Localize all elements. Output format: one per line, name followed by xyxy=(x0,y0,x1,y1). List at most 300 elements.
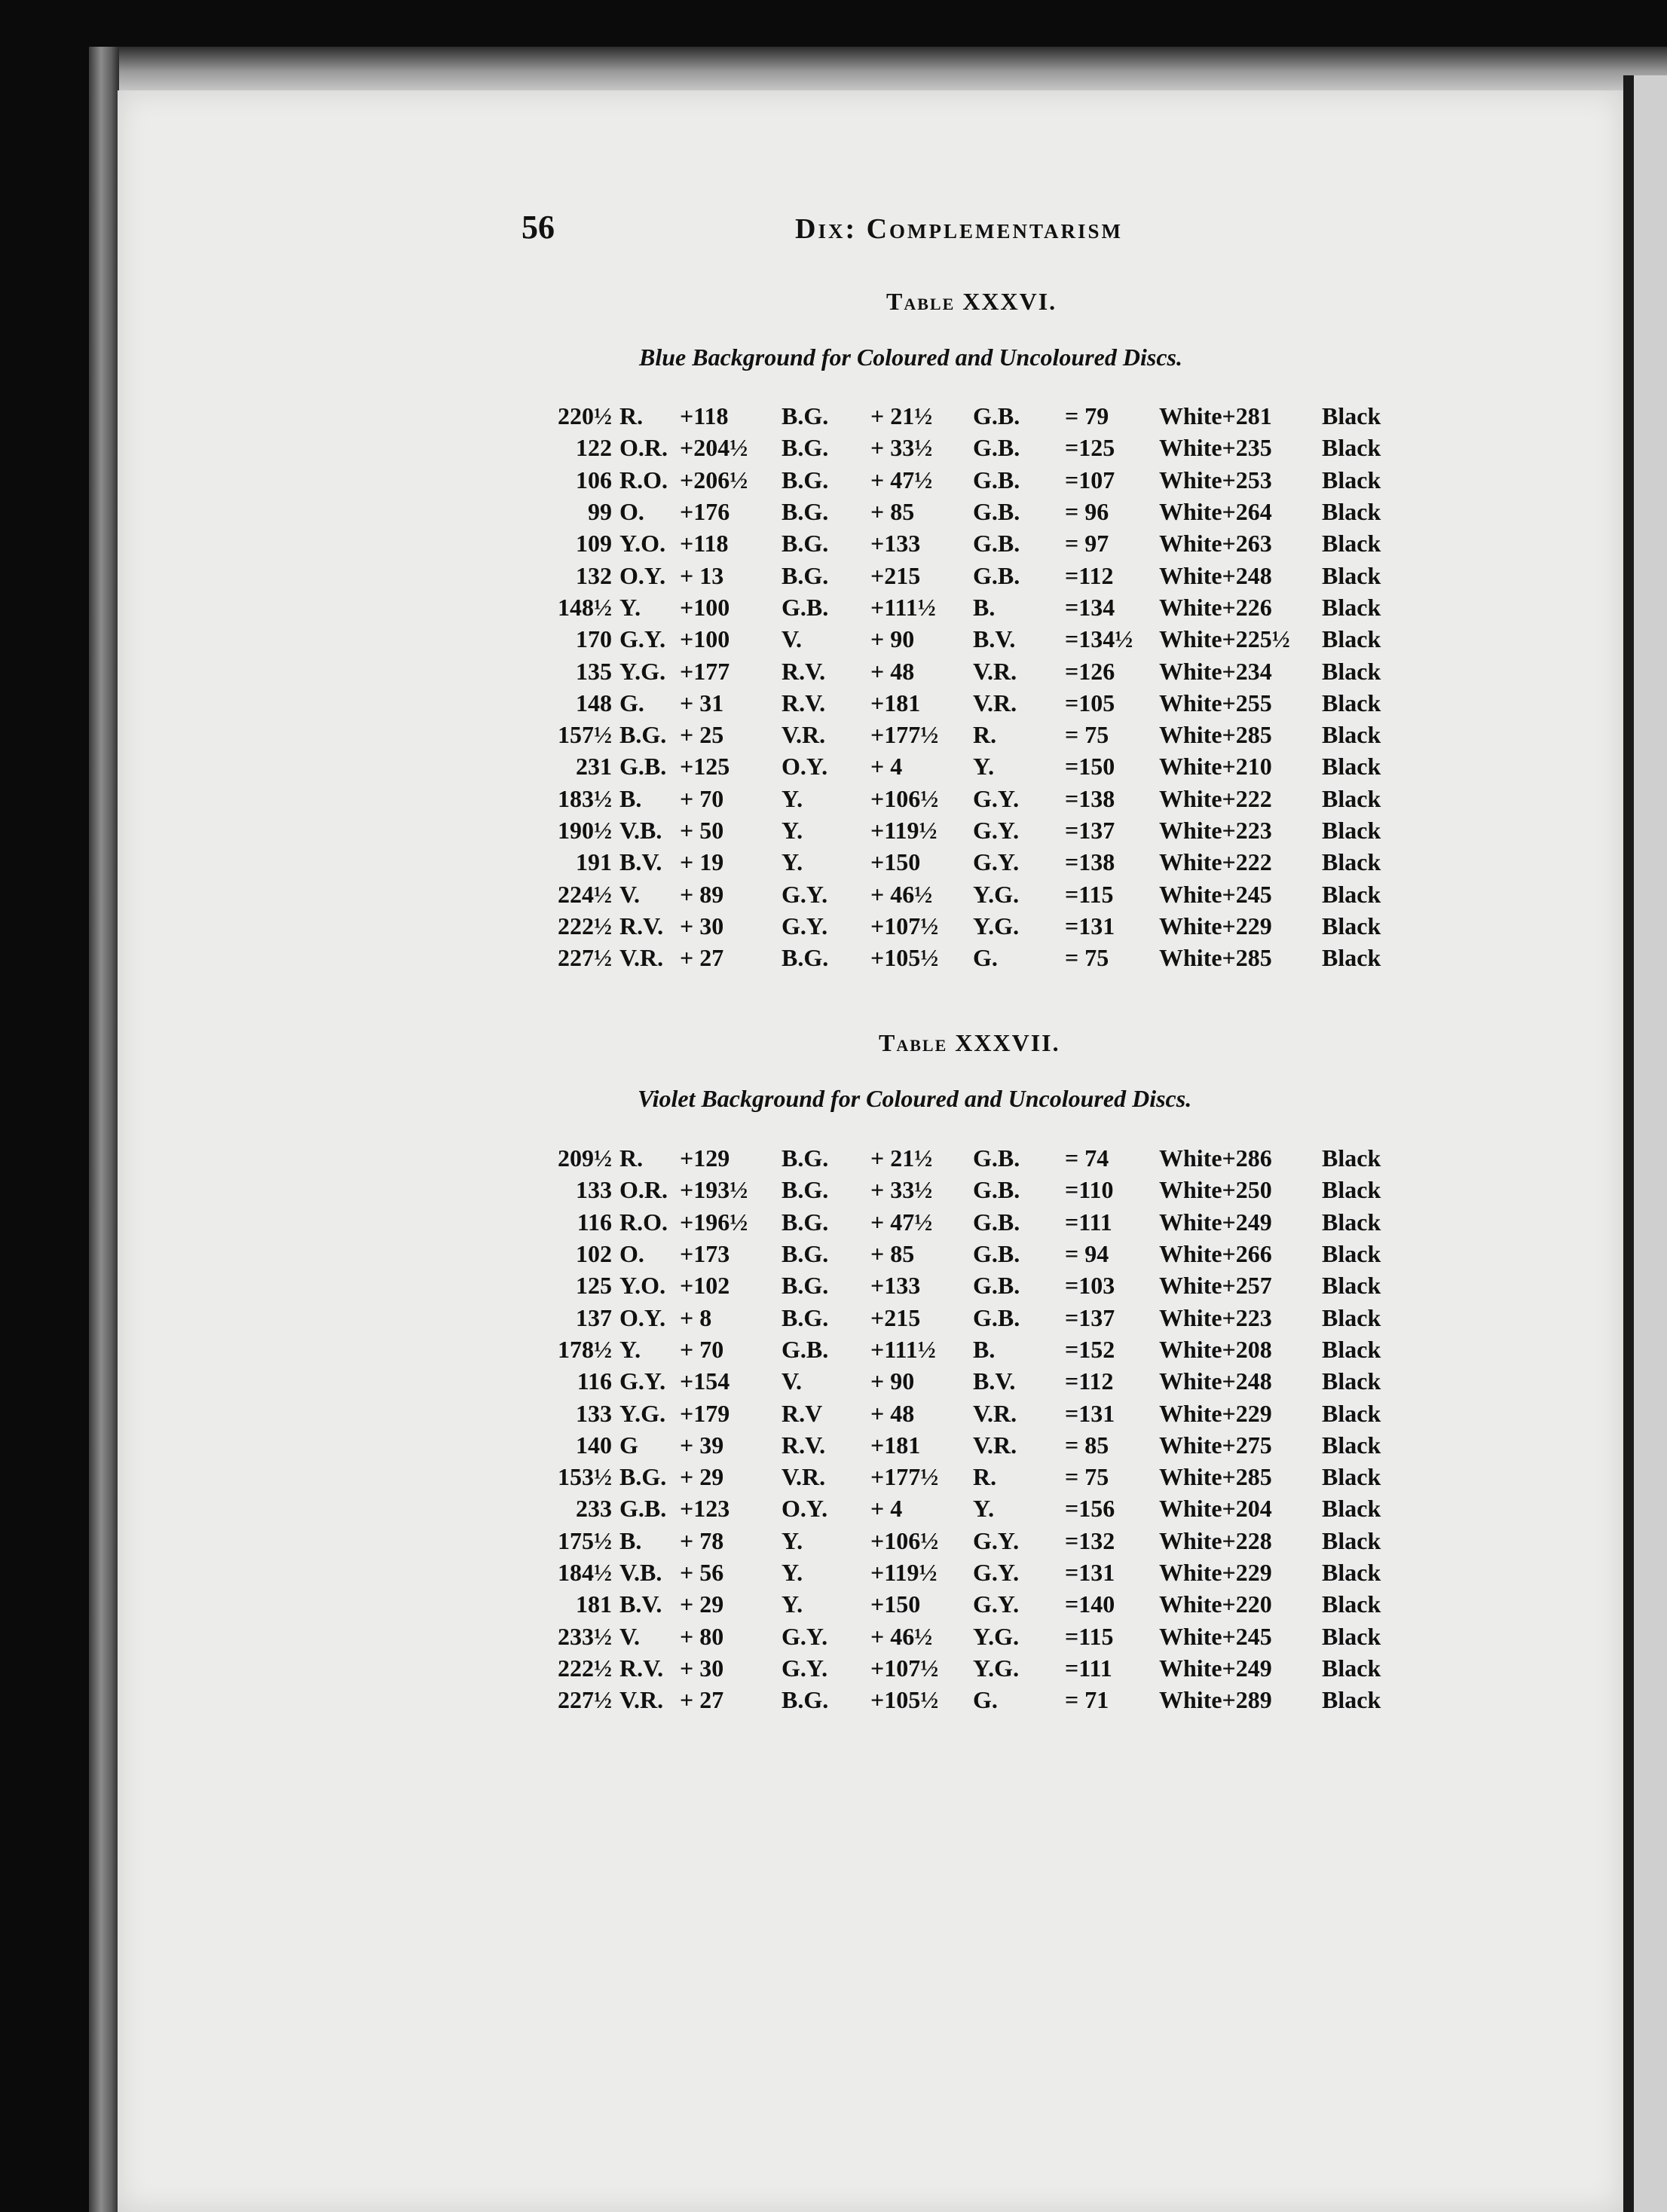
table-cell: +111½ xyxy=(870,593,936,621)
table-row xyxy=(558,1557,1390,1588)
table-cell: +177½ xyxy=(870,721,939,749)
table-cell: = 94 xyxy=(1065,1240,1109,1268)
table-cell: =107 xyxy=(1065,466,1115,493)
table-cell: White+225½ xyxy=(1159,625,1290,653)
table-cell: White+281 xyxy=(1159,402,1272,430)
table-cell: O.Y. xyxy=(782,1495,828,1523)
table-cell: = 85 xyxy=(1065,1431,1109,1459)
table-cell: + 89 xyxy=(680,880,724,908)
table-row xyxy=(558,783,1390,814)
table-cell: Black xyxy=(1322,848,1381,876)
table-cell: Black xyxy=(1322,1208,1381,1236)
table-cell: =156 xyxy=(1065,1495,1115,1523)
table-cell: B.G. xyxy=(782,561,829,589)
table-cell: White+266 xyxy=(1159,1240,1272,1268)
table-cell: R.V. xyxy=(619,912,664,939)
table-cell: = 96 xyxy=(1065,498,1109,526)
table-cell: + 48 xyxy=(870,1399,915,1427)
table-cell: Black xyxy=(1322,625,1381,653)
table-cell: = 97 xyxy=(1065,530,1109,558)
table-cell: B.G. xyxy=(619,721,667,749)
table-row xyxy=(558,1269,1390,1301)
table-cell: Y.O. xyxy=(619,530,666,558)
table-cell: B.G. xyxy=(782,1208,829,1236)
table-cell: V.B. xyxy=(619,1559,662,1586)
table-cell: O.R. xyxy=(619,1176,668,1204)
table-cell: + 50 xyxy=(680,817,724,844)
table-cell: Y. xyxy=(973,753,995,781)
table-cell: White+285 xyxy=(1159,721,1272,749)
table-cell: + 27 xyxy=(680,944,724,972)
table-cell: G.Y. xyxy=(973,1526,1020,1554)
table-cell: +119½ xyxy=(870,817,937,844)
table-cell: White+255 xyxy=(1159,689,1272,716)
table-cell: G. xyxy=(973,944,998,972)
table-cell: 122 xyxy=(576,434,612,462)
table-cell: White+222 xyxy=(1159,784,1272,812)
table-cell: + 33½ xyxy=(870,1176,933,1204)
table-cell: = 75 xyxy=(1065,944,1109,972)
table-row xyxy=(558,750,1390,782)
table-cell: 183½ xyxy=(558,784,612,812)
table-cell: White+264 xyxy=(1159,498,1272,526)
table-row xyxy=(558,623,1390,655)
table-cell: G.B. xyxy=(973,1240,1020,1268)
table-cell: +118 xyxy=(680,530,729,558)
table-row xyxy=(558,1174,1390,1205)
table-row xyxy=(558,1238,1390,1269)
table-cell: Black xyxy=(1322,912,1381,939)
table-row xyxy=(558,878,1390,909)
table-cell: =105 xyxy=(1065,689,1115,716)
table-cell: Y. xyxy=(782,817,803,844)
table-caption: Blue Background for Coloured and Uncoloured Discs. xyxy=(639,344,1182,371)
table-cell: +102 xyxy=(680,1272,730,1300)
table-cell: +176 xyxy=(680,498,730,526)
table-cell: 133 xyxy=(576,1399,612,1427)
table-cell: Y. xyxy=(782,848,803,876)
table-row xyxy=(558,1492,1390,1524)
table-cell: 209½ xyxy=(558,1144,612,1172)
table-cell: B.G. xyxy=(619,1463,667,1491)
table-row xyxy=(558,1334,1390,1365)
table-cell: B.G. xyxy=(782,466,829,493)
table-cell: G. xyxy=(619,689,644,716)
table-cell: =132 xyxy=(1065,1526,1115,1554)
table-cell: 132 xyxy=(576,561,612,589)
table-cell: Black xyxy=(1322,530,1381,558)
table-cell: =131 xyxy=(1065,1559,1115,1586)
table-cell: G.B. xyxy=(973,498,1020,526)
table-cell: Black xyxy=(1322,1399,1381,1427)
table-cell: G.Y. xyxy=(619,1367,666,1395)
table-cell: White+229 xyxy=(1159,912,1272,939)
table-row xyxy=(558,814,1390,846)
table-cell: + 78 xyxy=(680,1526,724,1554)
table-cell: 102 xyxy=(576,1240,612,1268)
table-cell: White+250 xyxy=(1159,1176,1272,1204)
table-cell: Black xyxy=(1322,1303,1381,1331)
table-title: Table XXXVI. xyxy=(886,288,1057,315)
table-cell: +123 xyxy=(680,1495,730,1523)
table-cell: O. xyxy=(619,1240,644,1268)
table-cell: +119½ xyxy=(870,1559,937,1586)
table-cell: R. xyxy=(619,1144,644,1172)
table-cell: +107½ xyxy=(870,912,939,939)
table-cell: B.G. xyxy=(782,498,829,526)
table-cell: + 46½ xyxy=(870,880,933,908)
table-cell: + 4 xyxy=(870,753,903,781)
table-cell: +179 xyxy=(680,1399,730,1427)
table-cell: G.B. xyxy=(619,1495,667,1523)
table-cell: 148½ xyxy=(558,593,612,621)
table-cell: +111½ xyxy=(870,1335,936,1363)
table-cell: Black xyxy=(1322,753,1381,781)
table-cell: 227½ xyxy=(558,944,612,972)
table-cell: +150 xyxy=(870,848,921,876)
table-cell: B.G. xyxy=(782,1686,829,1714)
table-cell: Black xyxy=(1322,880,1381,908)
table-cell: =137 xyxy=(1065,817,1115,844)
table-cell: =110 xyxy=(1065,1176,1114,1204)
table-cell: 109 xyxy=(576,530,612,558)
table-cell: V.R. xyxy=(973,689,1017,716)
table-cell: 222½ xyxy=(558,1654,612,1682)
table-cell: G.B. xyxy=(973,466,1020,493)
table-cell: G.Y. xyxy=(973,848,1020,876)
table-cell: White+229 xyxy=(1159,1399,1272,1427)
table-cell: V.R. xyxy=(782,721,826,749)
table-cell: G.Y. xyxy=(973,817,1020,844)
table-cell: =137 xyxy=(1065,1303,1115,1331)
table-cell: +181 xyxy=(870,689,921,716)
table-cell: 170 xyxy=(576,625,612,653)
table-cell: G xyxy=(619,1431,638,1459)
table-cell: = 71 xyxy=(1065,1686,1109,1714)
table-cell: + 47½ xyxy=(870,1208,933,1236)
table-caption: Violet Background for Coloured and Uncoloured Discs. xyxy=(638,1085,1192,1112)
table-cell: Black xyxy=(1322,721,1381,749)
table-cell: B.V. xyxy=(973,1367,1016,1395)
table-cell: R.O. xyxy=(619,1208,668,1236)
table-cell: G.Y. xyxy=(973,1559,1020,1586)
table-cell: Black xyxy=(1322,1144,1381,1172)
book-binding-spine xyxy=(89,47,119,2212)
table-cell: White+286 xyxy=(1159,1144,1272,1172)
table-cell: B.V. xyxy=(619,1590,662,1618)
table-cell: B.G. xyxy=(782,944,829,972)
table-cell: Black xyxy=(1322,593,1381,621)
table-cell: 125 xyxy=(576,1272,612,1300)
table-row xyxy=(558,942,1390,973)
table-cell: Black xyxy=(1322,657,1381,685)
table-cell: =138 xyxy=(1065,784,1115,812)
table-row xyxy=(558,1525,1390,1557)
table-cell: 106 xyxy=(576,466,612,493)
table-cell: G.B. xyxy=(973,434,1020,462)
table-cell: 116 xyxy=(577,1367,612,1395)
table-cell: =126 xyxy=(1065,657,1115,685)
table-cell: V.R. xyxy=(619,1686,664,1714)
table-cell: R. xyxy=(619,402,644,430)
table-cell: White+223 xyxy=(1159,817,1272,844)
table-cell: 233 xyxy=(576,1495,612,1523)
table-cell: =134 xyxy=(1065,593,1115,621)
table-cell: B.V. xyxy=(973,625,1016,653)
table-cell: O.Y. xyxy=(619,1303,666,1331)
table-cell: Y. xyxy=(973,1495,995,1523)
table-cell: White+257 xyxy=(1159,1272,1272,1300)
table-cell: + 30 xyxy=(680,912,724,939)
table-cell: White+253 xyxy=(1159,466,1272,493)
table-cell: R.V. xyxy=(619,1654,664,1682)
table-title: Table XXXVII. xyxy=(879,1029,1060,1056)
table-cell: + 56 xyxy=(680,1559,724,1586)
table-row xyxy=(558,655,1390,686)
table-cell: + 21½ xyxy=(870,402,933,430)
table-cell: 175½ xyxy=(558,1526,612,1554)
table-cell: B.G. xyxy=(782,434,829,462)
table-cell: + 90 xyxy=(870,1367,915,1395)
table-cell: = 75 xyxy=(1065,721,1109,749)
table-cell: B. xyxy=(973,1335,996,1363)
data-table xyxy=(558,400,1390,973)
table-cell: +107½ xyxy=(870,1654,939,1682)
table-cell: G.Y. xyxy=(619,625,666,653)
table-cell: =125 xyxy=(1065,434,1115,462)
table-row xyxy=(558,910,1390,942)
table-cell: =111 xyxy=(1065,1654,1112,1682)
table-cell: V.R. xyxy=(782,1463,826,1491)
table-cell: G.B. xyxy=(973,1144,1020,1172)
table-cell: Black xyxy=(1322,1463,1381,1491)
table-cell: G.B. xyxy=(973,561,1020,589)
table-cell: White+222 xyxy=(1159,848,1272,876)
table-row xyxy=(558,1684,1390,1716)
table-cell: +100 xyxy=(680,625,730,653)
table-row xyxy=(558,687,1390,719)
table-cell: V. xyxy=(619,1622,640,1650)
table-cell: O.Y. xyxy=(782,753,828,781)
table-cell: 222½ xyxy=(558,912,612,939)
table-cell: 116 xyxy=(577,1208,612,1236)
table-cell: 140 xyxy=(576,1431,612,1459)
table-cell: Black xyxy=(1322,1654,1381,1682)
table-cell: G.Y. xyxy=(782,880,828,908)
table-cell: V.R. xyxy=(973,1399,1017,1427)
table-cell: White+235 xyxy=(1159,434,1272,462)
table-cell: R.V. xyxy=(782,1431,826,1459)
table-cell: Black xyxy=(1322,1240,1381,1268)
table-cell: + 46½ xyxy=(870,1622,933,1650)
table-row xyxy=(558,1301,1390,1333)
table-cell: White+234 xyxy=(1159,657,1272,685)
table-cell: + 25 xyxy=(680,721,724,749)
table-cell: =103 xyxy=(1065,1272,1115,1300)
table-cell: B.G. xyxy=(782,402,829,430)
table-cell: =112 xyxy=(1065,1367,1114,1395)
table-row xyxy=(558,1461,1390,1492)
table-cell: =152 xyxy=(1065,1335,1115,1363)
table-cell: +106½ xyxy=(870,1526,939,1554)
table-cell: +105½ xyxy=(870,1686,939,1714)
table-cell: + 80 xyxy=(680,1622,724,1650)
table-cell: + 48 xyxy=(870,657,915,685)
table-cell: Black xyxy=(1322,1431,1381,1459)
table-cell: White+210 xyxy=(1159,753,1272,781)
table-cell: White+289 xyxy=(1159,1686,1272,1714)
table-cell: Y.G. xyxy=(973,912,1020,939)
table-cell: G.Y. xyxy=(973,784,1020,812)
table-cell: 190½ xyxy=(558,817,612,844)
table-cell: Black xyxy=(1322,434,1381,462)
table-cell: +204½ xyxy=(680,434,748,462)
table-cell: 220½ xyxy=(558,402,612,430)
table-row xyxy=(558,527,1390,559)
table-cell: Y. xyxy=(619,593,641,621)
table-cell: +193½ xyxy=(680,1176,748,1204)
table-cell: Y. xyxy=(782,1590,803,1618)
table-cell: = 75 xyxy=(1065,1463,1109,1491)
table-cell: Y.G. xyxy=(619,657,666,685)
table-cell: B. xyxy=(973,593,996,621)
table-cell: Black xyxy=(1322,498,1381,526)
table-cell: +100 xyxy=(680,593,730,621)
table-cell: White+208 xyxy=(1159,1335,1272,1363)
table-cell: +150 xyxy=(870,1590,921,1618)
table-cell: +133 xyxy=(870,1272,921,1300)
table-cell: +133 xyxy=(870,530,921,558)
table-cell: O. xyxy=(619,498,644,526)
table-cell: +129 xyxy=(680,1144,730,1172)
table-cell: Black xyxy=(1322,784,1381,812)
table-cell: Black xyxy=(1322,1559,1381,1586)
table-cell: +206½ xyxy=(680,466,748,493)
table-cell: V. xyxy=(782,1367,802,1395)
table-cell: Y.O. xyxy=(619,1272,666,1300)
table-cell: G.B. xyxy=(973,402,1020,430)
table-cell: + 29 xyxy=(680,1590,724,1618)
table-cell: B.G. xyxy=(782,530,829,558)
table-cell: =140 xyxy=(1065,1590,1115,1618)
table-cell: G.Y. xyxy=(973,1590,1020,1618)
table-cell: V.R. xyxy=(619,944,664,972)
table-cell: Black xyxy=(1322,944,1381,972)
table-cell: + 47½ xyxy=(870,466,933,493)
table-cell: =115 xyxy=(1065,1622,1114,1650)
table-cell: Black xyxy=(1322,466,1381,493)
table-cell: V.R. xyxy=(973,1431,1017,1459)
table-cell: 137 xyxy=(576,1303,612,1331)
table-cell: =115 xyxy=(1065,880,1114,908)
table-cell: + 21½ xyxy=(870,1144,933,1172)
facing-page-edge xyxy=(1634,75,1667,2212)
table-cell: B.G. xyxy=(782,1303,829,1331)
table-cell: Y.G. xyxy=(973,1622,1020,1650)
table-cell: White+263 xyxy=(1159,530,1272,558)
table-cell: Black xyxy=(1322,1335,1381,1363)
table-cell: B. xyxy=(619,1526,642,1554)
table-cell: White+248 xyxy=(1159,561,1272,589)
table-cell: Black xyxy=(1322,817,1381,844)
table-cell: G.Y. xyxy=(782,1622,828,1650)
table-cell: + 85 xyxy=(870,1240,915,1268)
table-cell: + 29 xyxy=(680,1463,724,1491)
table-cell: +177½ xyxy=(870,1463,939,1491)
table-cell: White+245 xyxy=(1159,1622,1272,1650)
table-cell: R. xyxy=(973,1463,997,1491)
table-cell: Black xyxy=(1322,1590,1381,1618)
table-cell: +173 xyxy=(680,1240,730,1268)
table-cell: +125 xyxy=(680,753,730,781)
table-row xyxy=(558,1397,1390,1428)
table-cell: White+249 xyxy=(1159,1654,1272,1682)
table-cell: Black xyxy=(1322,1495,1381,1523)
table-cell: + 8 xyxy=(680,1303,712,1331)
table-row xyxy=(558,1620,1390,1651)
table-row xyxy=(558,1652,1390,1684)
table-cell: O.Y. xyxy=(619,561,666,589)
table-row xyxy=(558,559,1390,591)
table-cell: = 79 xyxy=(1065,402,1109,430)
table-cell: White+249 xyxy=(1159,1208,1272,1236)
table-cell: White+204 xyxy=(1159,1495,1272,1523)
table-cell: White+228 xyxy=(1159,1526,1272,1554)
table-cell: Black xyxy=(1322,1622,1381,1650)
table-row xyxy=(558,496,1390,527)
table-cell: 233½ xyxy=(558,1622,612,1650)
table-cell: Black xyxy=(1322,1686,1381,1714)
table-cell: + 31 xyxy=(680,689,724,716)
table-cell: 157½ xyxy=(558,721,612,749)
table-cell: Y.G. xyxy=(973,880,1020,908)
table-cell: 184½ xyxy=(558,1559,612,1586)
table-cell: G.B. xyxy=(619,753,667,781)
table-cell: 99 xyxy=(588,498,612,526)
table-cell: 181 xyxy=(576,1590,612,1618)
table-cell: =150 xyxy=(1065,753,1115,781)
table-row xyxy=(558,846,1390,878)
table-cell: White+226 xyxy=(1159,593,1272,621)
table-row xyxy=(558,1429,1390,1461)
table-cell: +177 xyxy=(680,657,730,685)
table-cell: + 27 xyxy=(680,1686,724,1714)
table-cell: B.V. xyxy=(619,848,662,876)
page-edge-shadow xyxy=(1623,75,1634,2212)
page-header xyxy=(522,208,1177,253)
table-cell: 135 xyxy=(576,657,612,685)
table-cell: G.B. xyxy=(973,530,1020,558)
table-cell: +106½ xyxy=(870,784,939,812)
table-cell: Y.G. xyxy=(619,1399,666,1427)
table-cell: G.B. xyxy=(973,1303,1020,1331)
table-cell: + 33½ xyxy=(870,434,933,462)
table-cell: =111 xyxy=(1065,1208,1112,1236)
table-cell: 191 xyxy=(576,848,612,876)
running-head: Dix: Complementarism xyxy=(795,213,1124,245)
table-cell: G.B. xyxy=(973,1272,1020,1300)
table-cell: R.O. xyxy=(619,466,668,493)
table-cell: V.R. xyxy=(973,657,1017,685)
table-cell: Y. xyxy=(782,1559,803,1586)
table-cell: G.B. xyxy=(782,1335,829,1363)
table-cell: + 90 xyxy=(870,625,915,653)
table-cell: + 70 xyxy=(680,784,724,812)
table-cell: G.Y. xyxy=(782,1654,828,1682)
table-cell: =131 xyxy=(1065,1399,1115,1427)
table-cell: B. xyxy=(619,784,642,812)
table-cell: V. xyxy=(619,880,640,908)
